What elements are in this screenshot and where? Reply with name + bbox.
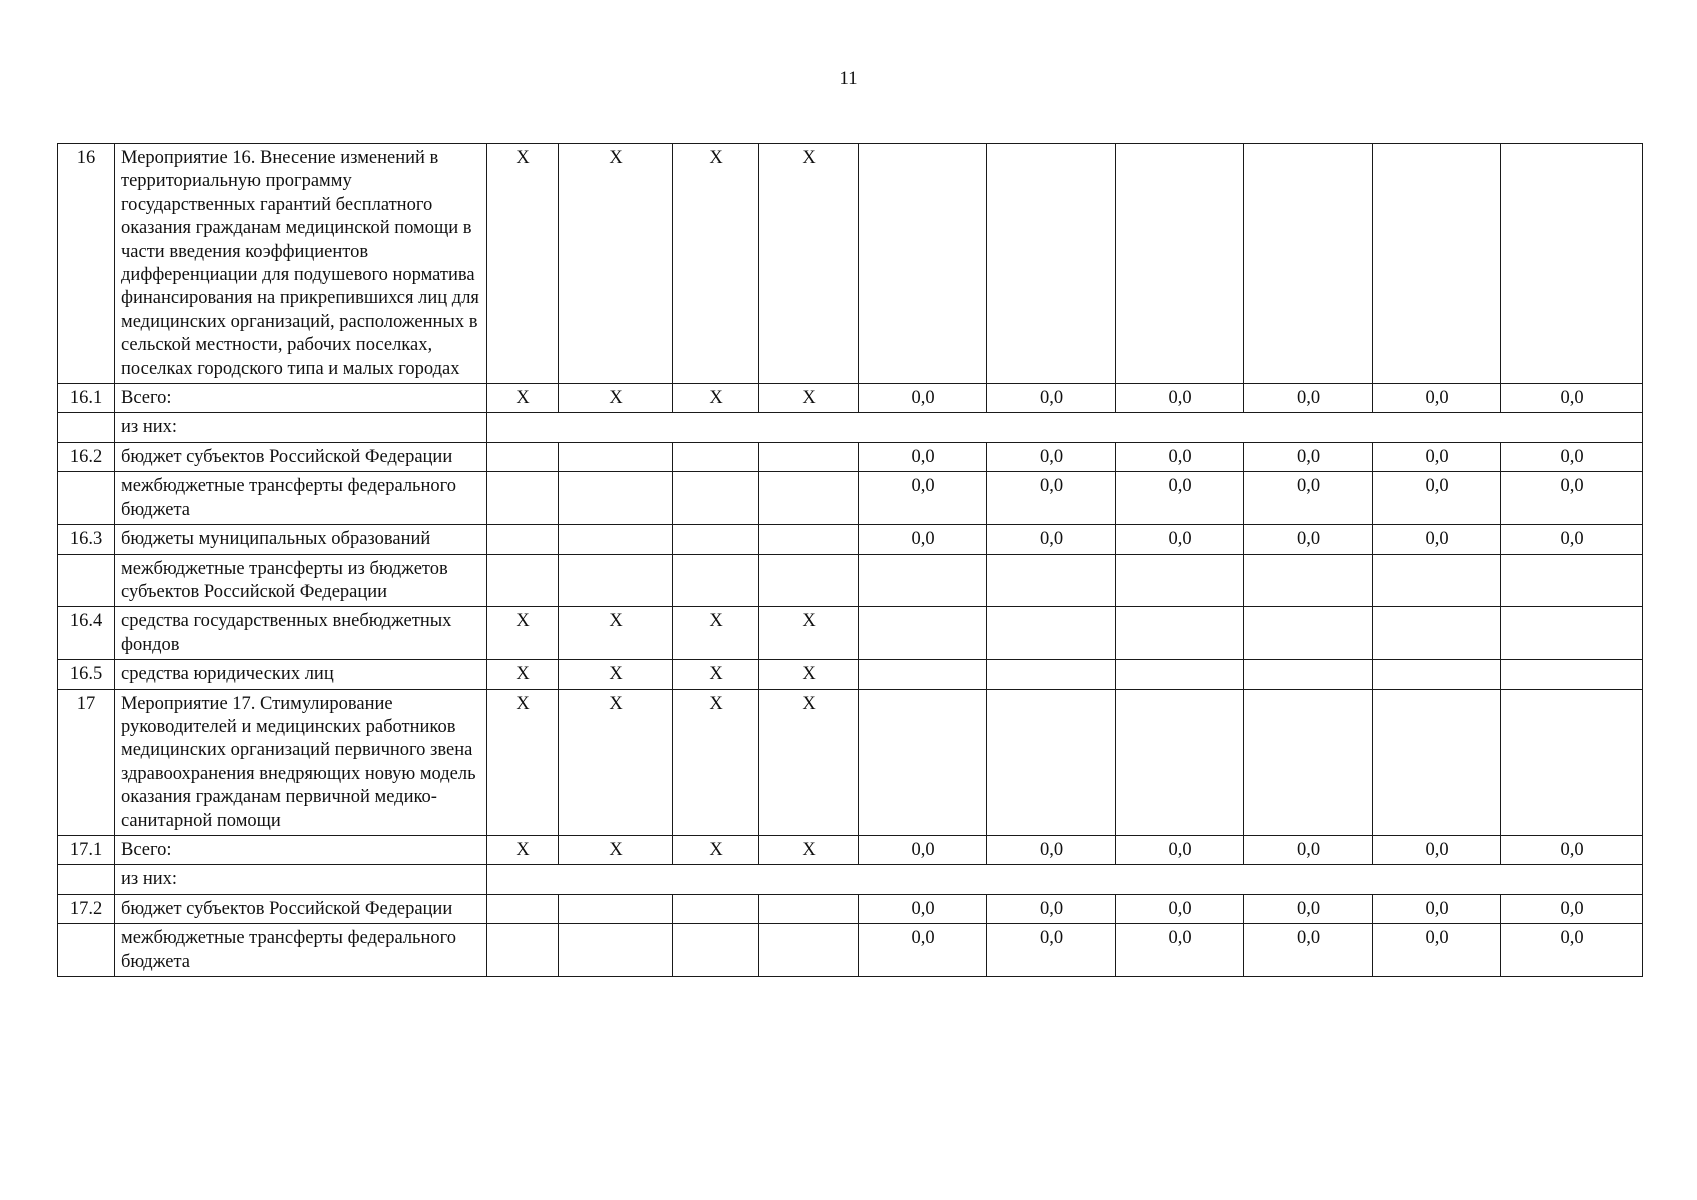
table-body [58, 144, 1643, 977]
table-row [58, 924, 1643, 977]
page-number: 11 [839, 68, 858, 89]
value-cell: 0,0 [1116, 894, 1244, 923]
value-cell: 0,0 [859, 894, 987, 923]
value-cell [1244, 144, 1373, 384]
table-row [58, 607, 1643, 660]
row-name: межбюджетные трансферты федерального бюджета [115, 472, 487, 525]
row-number: 17 [58, 689, 115, 835]
value-cell: 0,0 [859, 924, 987, 977]
value-cell [859, 607, 987, 660]
value-cell: 0,0 [1501, 472, 1643, 525]
value-cell [987, 607, 1116, 660]
value-cell [859, 689, 987, 835]
value-cell [987, 689, 1116, 835]
value-cell: 0,0 [1373, 894, 1501, 923]
value-cell [1501, 660, 1643, 689]
row-number [58, 472, 115, 525]
value-cell [1244, 660, 1373, 689]
value-cell [1116, 689, 1244, 835]
value-cell: 0,0 [1501, 442, 1643, 471]
mark-cell: X [487, 384, 559, 413]
row-number: 16.1 [58, 384, 115, 413]
value-cell: 0,0 [1501, 835, 1643, 864]
value-cell: 0,0 [1116, 442, 1244, 471]
value-cell: 0,0 [1244, 894, 1373, 923]
value-cell: 0,0 [859, 835, 987, 864]
value-cell: 0,0 [1116, 525, 1244, 554]
row-number: 16 [58, 144, 115, 384]
row-name: Мероприятие 17. Стимулирование руководителей и медицинских работников медицинских организаций первичного звена здравоохранения внедряющих новую модель оказания гражданам первичной медико-санитарной помощи [115, 689, 487, 835]
table-row [58, 835, 1643, 864]
value-cell [987, 554, 1116, 607]
value-cell [1116, 144, 1244, 384]
mark-cell [759, 442, 859, 471]
mark-cell [559, 554, 673, 607]
row-name: Мероприятие 16. Внесение изменений в территориальную программу государственных гарантий бесплатного оказания гражданам медицинской помощи в части введения коэффициентов дифференциации для подушевого норматива финансирования на прикрепившихся лиц для медицинских организаций, расположенных в сельской местности, рабочих поселках, поселках городского типа и малых городах [115, 144, 487, 384]
row-number [58, 554, 115, 607]
mark-cell: X [759, 660, 859, 689]
mark-cell: X [759, 144, 859, 384]
value-cell [859, 554, 987, 607]
row-name: межбюджетные трансферты из бюджетов субъектов Российской Федерации [115, 554, 487, 607]
value-cell: 0,0 [859, 525, 987, 554]
mark-cell: X [559, 660, 673, 689]
mark-cell [673, 442, 759, 471]
value-cell: 0,0 [1373, 924, 1501, 977]
row-name: средства государственных внебюджетных фондов [115, 607, 487, 660]
mark-cell [487, 442, 559, 471]
mark-cell: X [487, 689, 559, 835]
value-cell: 0,0 [1373, 472, 1501, 525]
value-cell: 0,0 [987, 525, 1116, 554]
value-cell: 0,0 [1501, 924, 1643, 977]
value-cell [987, 144, 1116, 384]
value-cell: 0,0 [1501, 894, 1643, 923]
value-cell: 0,0 [1501, 525, 1643, 554]
mark-cell [759, 554, 859, 607]
value-cell [1501, 144, 1643, 384]
value-cell [859, 660, 987, 689]
value-cell: 0,0 [1373, 384, 1501, 413]
row-number [58, 413, 115, 442]
mark-cell [559, 924, 673, 977]
value-cell [987, 660, 1116, 689]
value-cell: 0,0 [859, 384, 987, 413]
value-cell: 0,0 [1373, 835, 1501, 864]
mark-cell [559, 442, 673, 471]
row-name: бюджеты муниципальных образований [115, 525, 487, 554]
value-cell: 0,0 [1244, 924, 1373, 977]
value-cell: 0,0 [1116, 472, 1244, 525]
value-cell: 0,0 [987, 835, 1116, 864]
value-cell: 0,0 [1116, 835, 1244, 864]
mark-cell [487, 554, 559, 607]
value-cell: 0,0 [859, 472, 987, 525]
table-row [58, 525, 1643, 554]
mark-cell [487, 525, 559, 554]
row-name: из них: [115, 413, 487, 442]
value-cell: 0,0 [1116, 924, 1244, 977]
table-row [58, 894, 1643, 923]
value-cell: 0,0 [987, 924, 1116, 977]
value-cell [1501, 607, 1643, 660]
row-name: средства юридических лиц [115, 660, 487, 689]
value-cell [1244, 689, 1373, 835]
mark-cell: X [673, 835, 759, 864]
value-cell [1373, 689, 1501, 835]
row-number [58, 865, 115, 894]
value-cell [859, 144, 987, 384]
mark-cell: X [559, 144, 673, 384]
mark-cell: X [673, 660, 759, 689]
row-number [58, 924, 115, 977]
value-cell [1373, 607, 1501, 660]
merged-empty-cell [487, 413, 1643, 442]
mark-cell [487, 894, 559, 923]
mark-cell [673, 554, 759, 607]
row-number: 17.2 [58, 894, 115, 923]
mark-cell: X [487, 835, 559, 864]
mark-cell: X [759, 607, 859, 660]
mark-cell [559, 525, 673, 554]
mark-cell: X [559, 689, 673, 835]
table-row [58, 554, 1643, 607]
row-name: Всего: [115, 835, 487, 864]
value-cell: 0,0 [1244, 384, 1373, 413]
mark-cell [673, 924, 759, 977]
value-cell: 0,0 [1244, 835, 1373, 864]
table-row [58, 413, 1643, 442]
mark-cell [759, 924, 859, 977]
value-cell [1373, 660, 1501, 689]
row-number: 16.4 [58, 607, 115, 660]
value-cell [1116, 660, 1244, 689]
value-cell [1244, 607, 1373, 660]
table-row [58, 384, 1643, 413]
value-cell: 0,0 [987, 472, 1116, 525]
row-name: межбюджетные трансферты федерального бюджета [115, 924, 487, 977]
mark-cell [673, 525, 759, 554]
value-cell [1116, 554, 1244, 607]
table-row [58, 472, 1643, 525]
value-cell [1116, 607, 1244, 660]
value-cell [1373, 144, 1501, 384]
mark-cell: X [759, 689, 859, 835]
value-cell: 0,0 [1373, 442, 1501, 471]
value-cell [1501, 554, 1643, 607]
value-cell [1244, 554, 1373, 607]
table-row [58, 660, 1643, 689]
table-row [58, 144, 1643, 384]
mark-cell: X [559, 607, 673, 660]
table-row [58, 689, 1643, 835]
row-name: Всего: [115, 384, 487, 413]
row-number: 16.5 [58, 660, 115, 689]
row-number: 16.2 [58, 442, 115, 471]
value-cell: 0,0 [987, 384, 1116, 413]
mark-cell [487, 472, 559, 525]
merged-empty-cell [487, 865, 1643, 894]
mark-cell [673, 894, 759, 923]
mark-cell: X [487, 660, 559, 689]
budget-table [57, 143, 1643, 977]
mark-cell: X [673, 384, 759, 413]
value-cell: 0,0 [1244, 472, 1373, 525]
value-cell: 0,0 [987, 442, 1116, 471]
value-cell: 0,0 [1116, 384, 1244, 413]
row-name: бюджет субъектов Российской Федерации [115, 442, 487, 471]
value-cell [1373, 554, 1501, 607]
mark-cell [759, 894, 859, 923]
table-row [58, 442, 1643, 471]
mark-cell: X [759, 384, 859, 413]
row-number: 16.3 [58, 525, 115, 554]
value-cell: 0,0 [1244, 525, 1373, 554]
mark-cell [759, 472, 859, 525]
table-row [58, 865, 1643, 894]
mark-cell [559, 894, 673, 923]
row-name: из них: [115, 865, 487, 894]
mark-cell [759, 525, 859, 554]
mark-cell [487, 924, 559, 977]
mark-cell: X [673, 607, 759, 660]
row-number: 17.1 [58, 835, 115, 864]
mark-cell [673, 472, 759, 525]
mark-cell: X [673, 144, 759, 384]
value-cell: 0,0 [859, 442, 987, 471]
value-cell: 0,0 [1501, 384, 1643, 413]
mark-cell: X [487, 607, 559, 660]
value-cell: 0,0 [1373, 525, 1501, 554]
mark-cell [559, 472, 673, 525]
value-cell [1501, 689, 1643, 835]
row-name: бюджет субъектов Российской Федерации [115, 894, 487, 923]
mark-cell: X [559, 384, 673, 413]
mark-cell: X [487, 144, 559, 384]
mark-cell: X [759, 835, 859, 864]
value-cell: 0,0 [1244, 442, 1373, 471]
mark-cell: X [559, 835, 673, 864]
mark-cell: X [673, 689, 759, 835]
value-cell: 0,0 [987, 894, 1116, 923]
